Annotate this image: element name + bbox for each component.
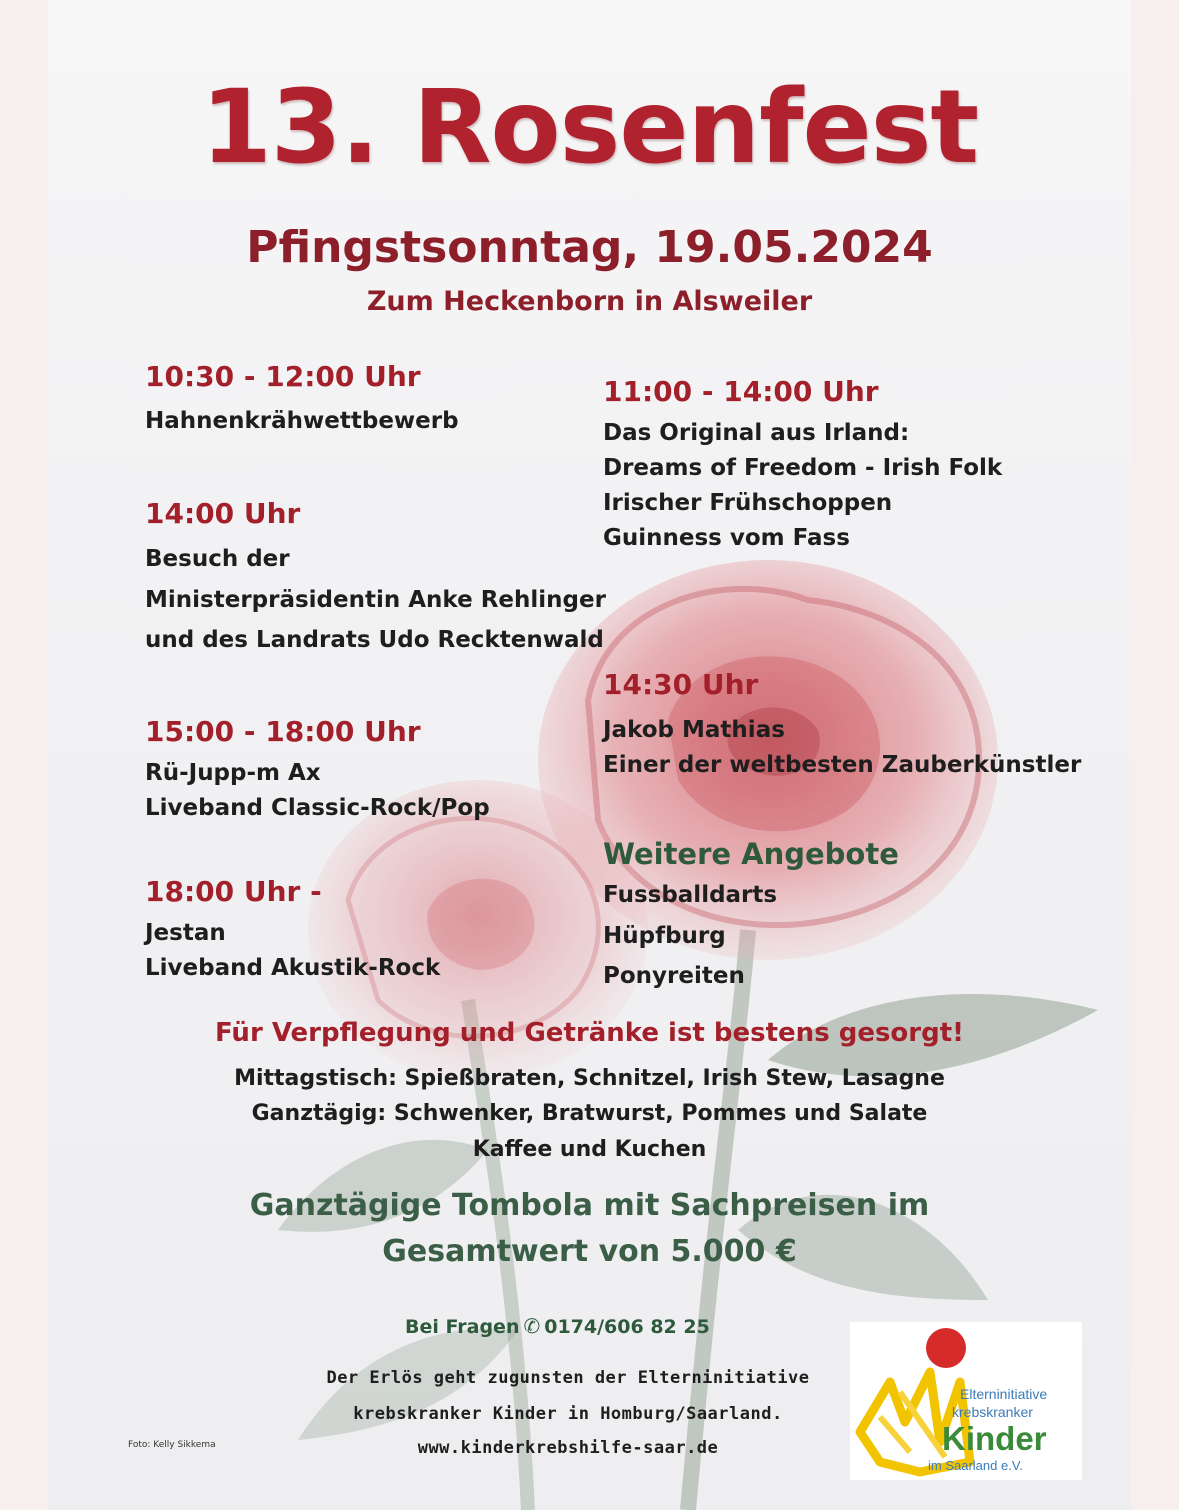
- program-time-4: 18:00 Uhr -: [145, 875, 322, 908]
- extras-item: Ponyreiten: [603, 963, 745, 989]
- event-location: Zum Heckenborn in Alsweiler: [366, 286, 813, 317]
- proceeds-line: Der Erlös geht zugunsten der Elterninitiative: [326, 1368, 810, 1388]
- extras-heading: Weitere Angebote: [603, 837, 899, 871]
- proceeds-line: krebskranker Kinder in Homburg/Saarland.: [353, 1404, 783, 1424]
- program-time-6: 14:30 Uhr: [603, 668, 759, 701]
- extras-item: Fussballdarts: [603, 882, 778, 908]
- website-link[interactable]: www.kinderkrebshilfe-saar.de: [417, 1438, 719, 1458]
- contact-label: Bei Fragen: [405, 1316, 520, 1338]
- contact-phone[interactable]: 0174/606 82 25: [544, 1316, 710, 1338]
- program-time-2: 14:00 Uhr: [145, 497, 301, 530]
- program-line: Liveband Akustik-Rock: [145, 955, 441, 981]
- program-line: und des Landrats Udo Recktenwald: [145, 627, 604, 653]
- food-heading: Für Verpflegung und Getränke ist bestens gesorgt!: [214, 1018, 965, 1048]
- program-line: Liveband Classic-Rock/Pop: [145, 795, 490, 821]
- poster-title: 13. Rosenfest: [200, 68, 979, 187]
- program-time-1: 10:30 - 12:00 Uhr: [145, 360, 421, 393]
- program-line: Ministerpräsidentin Anke Rehlinger: [145, 587, 606, 613]
- extras-item: Hüpfburg: [603, 923, 726, 949]
- logo-text-kinder: Kinder: [942, 1420, 1047, 1457]
- program-line: Jestan: [145, 920, 226, 946]
- program-line: Dreams of Freedom - Irish Folk: [603, 455, 1003, 481]
- logo-text-line2: krebskranker: [952, 1404, 1033, 1420]
- event-poster: [48, 0, 1131, 1510]
- program-time-5: 11:00 - 14:00 Uhr: [603, 375, 879, 408]
- logo-text-line4: im Saarland e.V.: [928, 1458, 1023, 1473]
- program-time-3: 15:00 - 18:00 Uhr: [145, 715, 421, 748]
- organization-logo: [850, 1322, 1082, 1480]
- program-line: Rü-Jupp-m Ax: [145, 760, 321, 786]
- program-line: Irischer Frühschoppen: [603, 490, 893, 516]
- program-line: Besuch der: [145, 546, 290, 572]
- logo-text-line1: Elterninitiative: [960, 1386, 1048, 1402]
- event-date: Pfingstsonntag, 19.05.2024: [246, 222, 933, 273]
- program-line: Guinness vom Fass: [603, 525, 850, 551]
- contact-line: [405, 1314, 710, 1338]
- program-line: Hahnenkrähwettbewerb: [145, 408, 459, 434]
- tombola-line: Ganztägige Tombola mit Sachpreisen im: [249, 1188, 930, 1223]
- program-line: Jakob Mathias: [603, 717, 785, 743]
- photo-credit: Foto: Kelly Sikkema: [128, 1440, 216, 1450]
- program-line: Das Original aus Irland:: [603, 420, 910, 446]
- food-line: Kaffee und Kuchen: [472, 1137, 707, 1162]
- phone-icon: ✆: [523, 1314, 541, 1338]
- tombola-line: Gesamtwert von 5.000 €: [382, 1234, 797, 1269]
- food-line: Mittagstisch: Spießbraten, Schnitzel, Irish Stew, Lasagne: [234, 1066, 945, 1091]
- program-line: Einer der weltbesten Zauberkünstler: [603, 752, 1082, 778]
- food-line: Ganztägig: Schwenker, Bratwurst, Pommes und Salate: [251, 1101, 928, 1126]
